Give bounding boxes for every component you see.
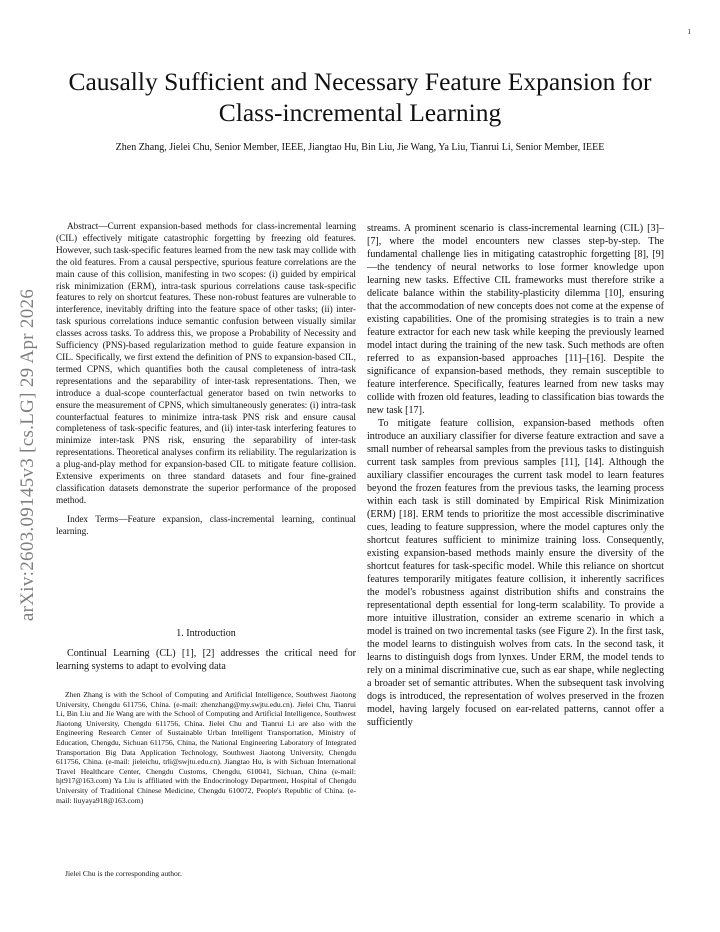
intro-text: Continual Learning (CL) [1], [2] addresses the critical need for learning systems to adapt to evolving data [56, 648, 356, 672]
right-column [367, 222, 664, 729]
arxiv-identifier: arXiv:2603.09145v3 [cs.LG] 29 Apr 2026 [17, 288, 38, 622]
arxiv-sidebar [13, 240, 43, 670]
section-heading: 1. Introduction [176, 628, 236, 639]
intro-paragraph-2: To mitigate feature collision, expansion-based methods often introduce an auxiliary classifier for diverse feature extraction and save a small number of rehearsal samples from the previous tasks to distinguish current task samples from previous samples [11], [14]. Although the auxiliary classifier encourages the current task model to learn features beyond the frozen features from the previous tasks, the learning process within each task is still dominated by Empirical Risk Minimization (ERM) [18]. ERM tends to prioritize the most accessible discriminative cues, leading to feature suppression, where the model captures only the shortcut features sufficient to minimize training loss. Consequently, existing expansion-based methods mainly ensure the diversity of the shortcut features for task-specific model. While this reliance on shortcut features temporarily mitigates feature collision, it inherently sacrifices the model's robustness against distribution shifts and constrains the representational depth essential for long-term scalability. To provide a more intuitive illustration, consider an extreme scenario in which a model is trained on two incremental tasks (see Figure 2). In the first task, the model learns to distinguish wolves from cats. In the second task, it learns to distinguish dogs from lynxes. Under ERM, the model tends to rely on a minimal discriminative cue, such as ear shape, while neglecting a broader set of semantic attributes. When the subsequent task involving dogs is introduced, the representation of wolves preserved in the frozen model, having largely focused on ear-related patterns, cannot offer a sufficiently [367, 418, 664, 728]
paper-title: Causally Sufficient and Necessary Feature Expansion for Class-incremental Learning [68, 67, 652, 127]
corresponding-author-note [56, 869, 356, 879]
page-number: 1 [687, 28, 691, 36]
author-list: Zhen Zhang, Jielei Chu, Senior Member, IEEE, Jiangtao Hu, Bin Liu, Jie Wang, Ya Liu, Tianrui Li, Senior Member, IEEE [115, 142, 605, 153]
corresponding-text: Jielei Chu is the corresponding author. [65, 869, 182, 878]
index-terms: Index Terms—Feature expansion, class-incremental learning, continual learning. [56, 514, 356, 537]
left-column [56, 222, 356, 539]
abstract: Abstract—Current expansion-based methods for class-incremental learning (CIL) effectively mitigate catastrophic forgetting by freezing old features. However, such task-specific features learned from the new task may collide with the old features. From a causal perspective, spurious feature correlations are the main cause of this collision, manifesting in two scopes: (i) guided by empirical risk minimization (ERM), intra-task spurious correlations cause task-specific features to rely on shortcut features. These non-robust features are vulnerable to interference, inevitably drifting into the feature space of other tasks; (ii) inter-task spurious correlations induce semantic confusion between visually similar classes across tasks. To address this, we propose a Probability of Necessity and Sufficiency (PNS)-based regularization method to guide feature expansion in CIL. Specifically, we first extend the definition of PNS to expansion-based CIL, termed CPNS, which quantifies both the causal completeness of intra-task representations and the separability of inter-task representations. Then, we introduce a dual-scope counterfactual generator based on twin networks to ensure the measurement of CPNS, which simultaneously generates: (i) intra-task counterfactual features to minimize intra-task PNS risk and ensure causal completeness of task-specific features, and (ii) inter-task interfering features to minimize inter-task PNS risk, ensuring the separability of inter-task representations. Theoretical analyses confirm its reliability. The regularization is a plug-and-play method for expansion-based CIL to mitigate feature collision. Extensive experiments on three standard datasets and four fine-grained classification datasets demonstrate the superior performance of the proposed method. [56, 222, 356, 506]
footnote-text: Zhen Zhang is with the School of Computing and Artificial Intelligence, Southwest Jiaotong University, Chengdu 611756, China. (e-mail: zhenzhang@my.swjtu.edu.cn). Jielei Chu, Tianrui Li, Bin Liu and Jie Wang are with the School of Computing and Artificial Intelligence, Southwest Jiaotong University, Chengdu 611756, China. Jielei Chu and Tianrui Li are also with the Engineering Research Center of Sustainable Urban Intelligent Transportation, Ministry of Education, Chengdu, Sichuan 611756, China, the National Engineering Laboratory of Integrated Transportation Big Data Application Technology, Southwest Jiaotong University, Chengdu 611756, China. (e-mail: jieleichu, trli@swjtu.edu.cn). Jiangtao Hu, is with Sichuan International Travel Healthcare Center, Chengdu Customs, Chengdu, 610041, Sichuan, China (e-mail: hjt917@163.com) Ya Liu is affiliated with the Endocrinology Department, Hospital of Chengdu University of Traditional Chinese Medicine, Chengdu 610072, People's Republic of China. (e-mail: liuyaya918@163.com) [56, 690, 356, 805]
intro-paragraph-start [56, 647, 356, 673]
affiliation-footnote [56, 690, 356, 805]
intro-paragraph-continued: streams. A prominent scenario is class-incremental learning (CIL) [3]–[7], where the model encounters new classes step-by-step. The fundamental challenge lies in mitigating catastrophic forgetting [8], [9]—the tendency of neural networks to lose former knowledge upon learning new tasks. Effective CIL frameworks must therefore strike a delicate balance within the stability-plasticity dilemma [10], ensuring that the accommodation of new concepts does not come at the expense of existing capabilities. One of the promising strategies is to train a new feature extractor for each new task while keeping the previously learned model intact during the training of the new task. Such methods are often referred to as expansion-based approaches [11]–[16]. Despite the significance of expansion-based methods, they remain susceptible to feature interference. Specifically, features learned from new tasks may collide with frozen old features, leading to classification bias towards the new task [17]. [367, 223, 664, 416]
